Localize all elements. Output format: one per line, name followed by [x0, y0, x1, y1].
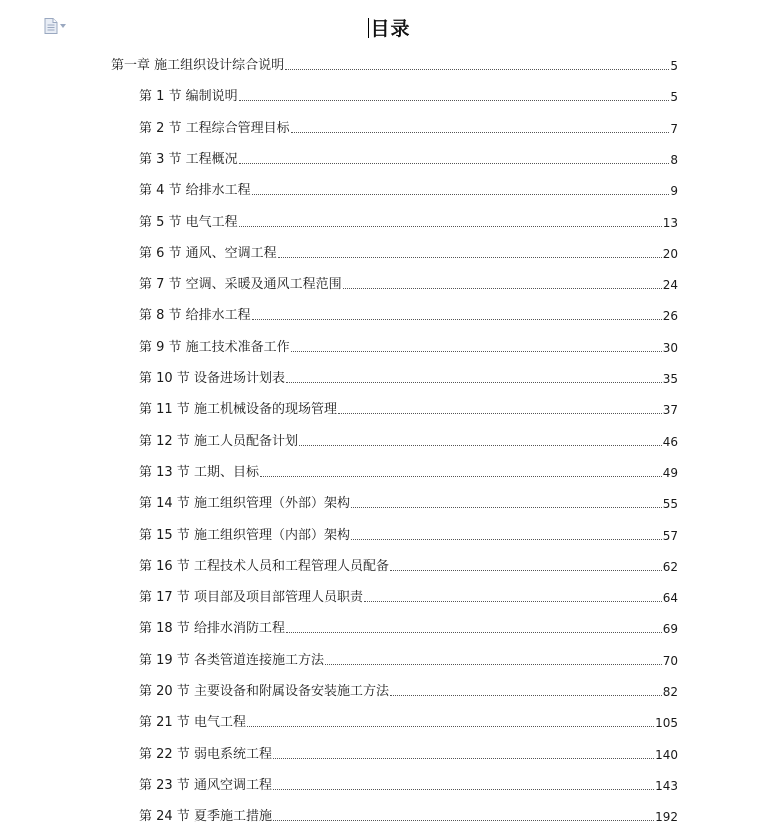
toc-section-entry[interactable]	[139, 430, 678, 450]
toc-entry-page: 26	[662, 309, 678, 324]
toc-entry-page: 46	[662, 434, 678, 449]
toc-dot-leader	[252, 193, 670, 195]
toc-dot-leader	[343, 287, 662, 289]
toc-dot-leader	[325, 663, 662, 665]
toc-section-entry[interactable]	[139, 492, 678, 512]
toc-section-entry[interactable]	[139, 617, 678, 637]
toc-entry-page: 62	[662, 559, 678, 574]
toc-entry-page: 13	[662, 215, 678, 230]
toc-entry-page: 49	[662, 465, 678, 480]
toc-dot-leader	[351, 538, 662, 540]
toc-section-entry[interactable]	[139, 398, 678, 418]
toc-section-entry[interactable]	[139, 304, 678, 324]
toc-section-entry[interactable]	[139, 680, 678, 700]
toc-dot-leader	[252, 318, 662, 320]
toc-section-entry[interactable]	[139, 242, 678, 262]
toc-chapter-entry[interactable]	[111, 54, 678, 74]
toc-entry-label: 第 5 节 电气工程	[139, 214, 238, 230]
toc-dot-leader	[390, 694, 662, 696]
toc-dot-leader	[390, 569, 662, 571]
toc-entry-label: 第 4 节 给排水工程	[139, 183, 251, 199]
toc-entry-label: 第 17 节 项目部及项目部管理人员职责	[139, 590, 363, 606]
toc-entry-label: 第 23 节 通风空调工程	[139, 777, 272, 793]
toc-entry-label: 第 16 节 工程技术人员和工程管理人员配备	[139, 558, 389, 574]
toc-entry-label: 第 2 节 工程综合管理目标	[139, 120, 290, 136]
toc-section-entry[interactable]	[139, 336, 678, 356]
toc-section-entry[interactable]	[139, 117, 678, 137]
toc-entry-label: 第一章 施工组织设计综合说明	[111, 58, 285, 73]
toc-dot-leader	[338, 412, 662, 414]
toc-entry-page: 37	[662, 403, 678, 418]
toc-entry-label: 第 8 节 给排水工程	[139, 308, 251, 324]
toc-dot-leader	[239, 99, 670, 101]
toc-dot-leader	[247, 725, 654, 727]
toc-entry-label: 第 15 节 施工组织管理（内部）架构	[139, 527, 350, 543]
toc-entry-page: 69	[662, 622, 678, 637]
toc-entry-page: 143	[655, 778, 678, 793]
toc-entry-label: 第 22 节 弱电系统工程	[139, 746, 272, 762]
toc-dot-leader	[364, 600, 662, 602]
toc-section-entry[interactable]	[139, 805, 678, 825]
toc-dot-leader	[273, 819, 654, 821]
toc-entry-label: 第 20 节 主要设备和附属设备安装施工方法	[139, 684, 389, 699]
toc-section-entry[interactable]	[139, 743, 678, 763]
toc-entry-page: 192	[655, 810, 678, 825]
toc-dot-leader	[278, 256, 662, 258]
toc-entry-label: 第 21 节 电气工程	[139, 715, 246, 731]
toc-section-entry[interactable]	[139, 367, 678, 387]
toc-section-entry[interactable]	[139, 774, 678, 794]
toc-entry-page: 55	[662, 497, 678, 512]
toc-entry-label: 第 13 节 工期、目标	[139, 464, 259, 480]
toc-entry-page: 7	[670, 121, 678, 136]
toc-section-entry[interactable]	[139, 148, 678, 168]
toc-entry-page: 5	[670, 59, 678, 73]
toc-dot-leader	[299, 444, 662, 446]
toc-section-entry[interactable]	[139, 586, 678, 606]
toc-section-entry[interactable]	[139, 555, 678, 575]
toc-dot-leader	[273, 788, 654, 790]
toc-section-entry[interactable]	[139, 649, 678, 669]
toc-section-entry[interactable]	[139, 461, 678, 481]
toc-entry-page: 30	[662, 340, 678, 355]
toc-entry-label: 第 11 节 施工机械设备的现场管理	[139, 402, 337, 418]
toc-entry-label: 第 12 节 施工人员配备计划	[139, 433, 298, 449]
toc-entry-page: 105	[655, 716, 678, 731]
toc-dot-leader	[286, 381, 662, 383]
toc-entry-page: 70	[662, 653, 678, 668]
toc-section-entry[interactable]	[139, 211, 678, 231]
toc-section-entry[interactable]	[139, 85, 678, 105]
toc-entry-page: 82	[662, 685, 678, 699]
toc-dot-leader	[285, 68, 669, 70]
page-title-text: 目录	[370, 18, 411, 40]
toc-entry-label: 第 19 节 各类管道连接施工方法	[139, 652, 324, 668]
toc-dot-leader	[291, 350, 662, 352]
page-title	[0, 14, 779, 41]
toc-entry-label: 第 6 节 通风、空调工程	[139, 245, 277, 261]
toc-entry-label: 第 7 节 空调、采暖及通风工程范围	[139, 277, 342, 293]
toc-dot-leader	[351, 506, 662, 508]
toc-entry-page: 140	[655, 747, 678, 762]
toc-section-entry[interactable]	[139, 524, 678, 544]
toc-entry-label: 第 10 节 设备进场计划表	[139, 371, 285, 386]
toc-entry-page: 5	[670, 90, 678, 105]
toc-entry-label: 第 14 节 施工组织管理（外部）架构	[139, 496, 350, 512]
toc-entry-label: 第 3 节 工程概况	[139, 151, 238, 167]
toc-dot-leader	[286, 631, 662, 633]
toc-dot-leader	[239, 162, 670, 164]
toc-entry-page: 20	[662, 246, 678, 261]
toc-entry-page: 24	[662, 278, 678, 293]
toc-section-entry[interactable]	[139, 179, 678, 199]
toc-dot-leader	[239, 225, 662, 227]
toc-section-entry[interactable]	[139, 711, 678, 731]
toc-section-entry[interactable]	[139, 273, 678, 293]
toc-entry-page: 35	[662, 372, 678, 386]
toc-entry-label: 第 1 节 编制说明	[139, 89, 238, 105]
toc-entry-label: 第 24 节 夏季施工措施	[139, 809, 272, 825]
toc-dot-leader	[291, 131, 670, 133]
toc-dot-leader	[273, 757, 654, 759]
toc-entry-page: 8	[670, 152, 678, 167]
toc-entry-label: 第 9 节 施工技术准备工作	[139, 339, 290, 355]
toc-entry-page: 9	[670, 184, 678, 199]
toc-dot-leader	[260, 475, 662, 477]
toc-entry-label: 第 18 节 给排水消防工程	[139, 621, 285, 637]
toc-entry-page: 57	[662, 528, 678, 543]
toc-entry-page: 64	[662, 591, 678, 606]
